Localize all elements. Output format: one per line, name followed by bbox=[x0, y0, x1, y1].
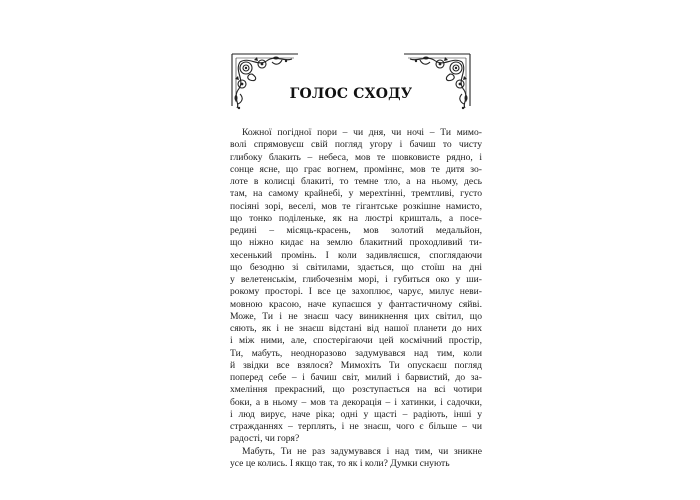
text-line: посіяні зорі, веселі, мов те гігантське розкішне намисто, bbox=[230, 200, 482, 212]
text-line: сяють, як і не знаєш відстані від нашої планети до них bbox=[230, 323, 482, 334]
text-line: хмеління прекрасний, що розступається на всі чотири bbox=[230, 384, 482, 396]
paragraph bbox=[230, 127, 482, 446]
text-line: Кожної погідної пори – чи дня, чи ночі – Ти мимо- bbox=[242, 127, 482, 138]
chapter-title: ГОЛОС СХОДУ bbox=[289, 86, 413, 102]
text-line: лоте в колисці блакиті, то темне тло, а на ньому, десь bbox=[230, 176, 482, 187]
text-line: що тонко поділеньке, як на люстрі кришталь, а посе- bbox=[230, 212, 482, 224]
text-line: Мабуть, Ти не раз задумувався і над тим, чи зникне bbox=[242, 445, 482, 457]
text-line: сонце ясне, що грає вогнем, проміннє, мов те дитя зо- bbox=[230, 163, 482, 175]
text-line: й звідки все взялося? Мимохіть Ти опускаєш погляд bbox=[230, 359, 482, 371]
text-line: редині – місяць-красень, мов золотий медальйон, bbox=[230, 225, 482, 236]
text-line: що ніжно кидає на землю блакитний проходливий ти- bbox=[230, 237, 482, 249]
text-line: рокому просторі. І все це захоплює, чарує, милує неви- bbox=[230, 286, 482, 298]
text-line: і між ними, але, спостерігаючи цей космічний простір, bbox=[230, 335, 482, 347]
text-line: хесенький промінь. І коли задивляєшся, споглядаючи bbox=[230, 249, 482, 261]
text-line: там, на самому крайнебі, у мерехтінні, тремтливі, густо bbox=[230, 188, 482, 200]
text-line: поперед себе – і бачиш світ, милий і барвистий, до за- bbox=[230, 372, 482, 383]
text-line: радості, чи горя? bbox=[230, 433, 300, 445]
text-line: усе це колись. І якщо так, то як і коли? Думки снують bbox=[230, 457, 450, 469]
text-line: мовною красою, наче купаєшся у фантастичному сяйві. bbox=[230, 298, 482, 310]
text-line: Може, Ти і не знаєш часу виникнення цих світил, що bbox=[230, 310, 482, 322]
text-line: глибоку блакить – небеса, мов те шовковисте рядно, і bbox=[230, 151, 482, 163]
text-line: і люд вирує, наче ріка; одні у щасті – радіють, інші у bbox=[230, 408, 482, 420]
text-line: у велетенськім, глибочезнім морі, і губиться око у ши- bbox=[230, 274, 482, 285]
text-line: волі спрямовуєш свій погляд угору і бачиш то чисту bbox=[230, 139, 482, 151]
body-text bbox=[230, 127, 482, 470]
paragraph bbox=[230, 446, 482, 471]
text-line: що безодню зі світилами, здається, що стоїш на дні bbox=[230, 261, 482, 273]
text-line: стражданнях – терплять, і не знаєш, чого є більше – чи bbox=[230, 421, 482, 432]
text-line: боки, а в ньому – мов та декорація – і хатинки, і садочки, bbox=[230, 396, 482, 408]
text-line: Ти, мабуть, неодноразово задумувався над тим, коли bbox=[230, 347, 482, 359]
